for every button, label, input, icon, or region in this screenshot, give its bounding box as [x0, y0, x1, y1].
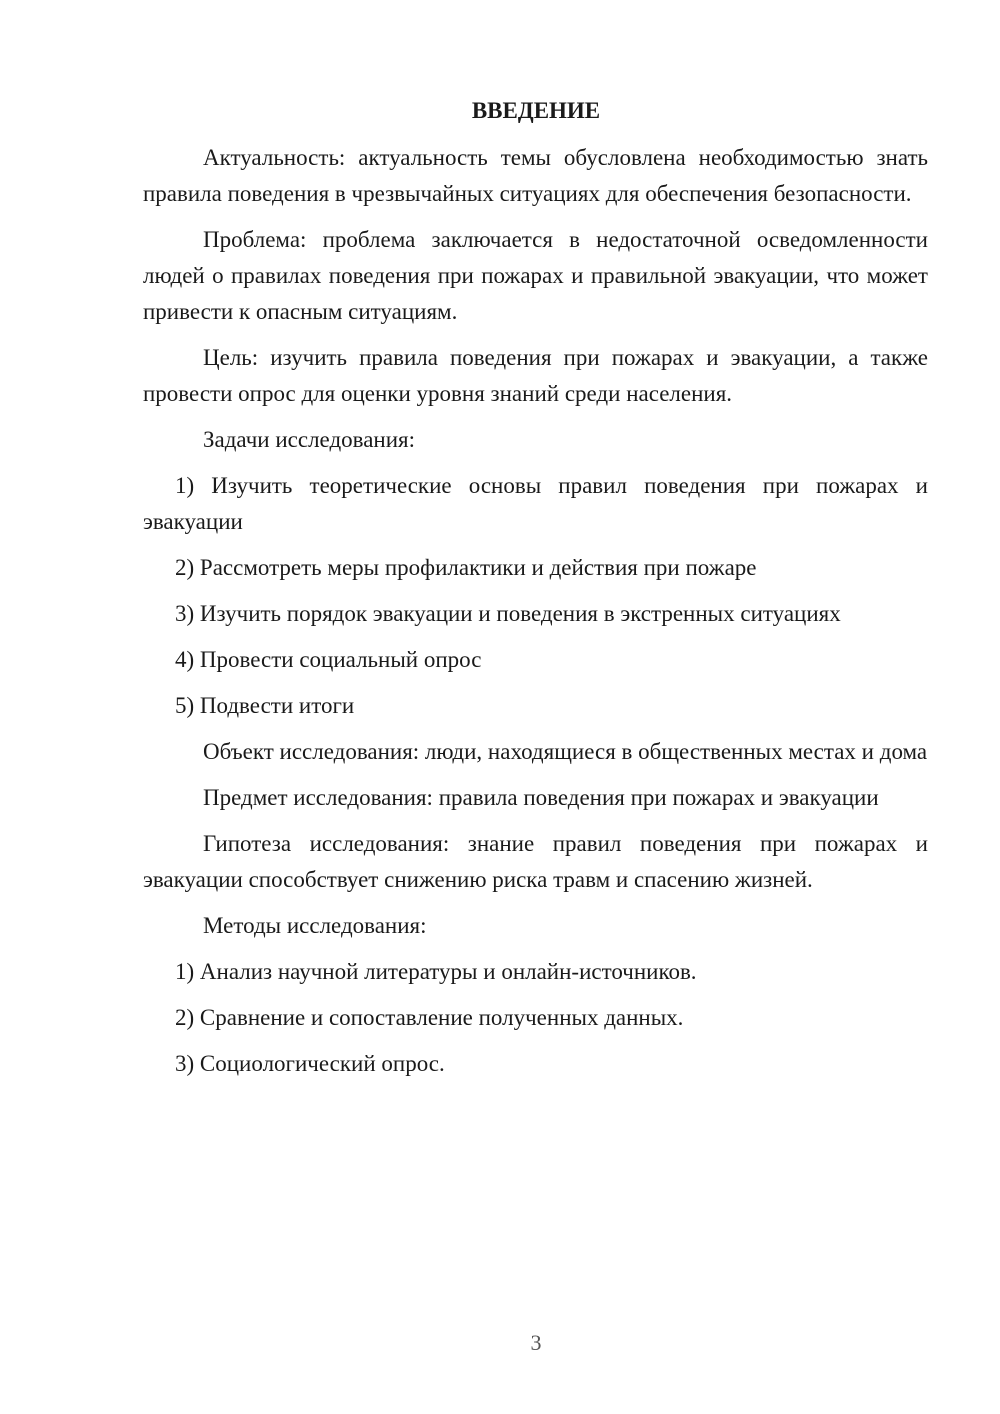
paragraph-problem: Проблема: проблема заключается в недостаточной осведомленности людей о правилах поведения при пожарах и правильной эвакуации, что может привести к опасным ситуациям.	[143, 227, 928, 324]
paragraph-goal: Цель: изучить правила поведения при пожарах и эвакуации, а также провести опрос для оценки уровня знаний среди населения.	[143, 345, 928, 406]
task-item-3: 3) Изучить порядок эвакуации и поведения в экстренных ситуациях	[175, 601, 841, 626]
paragraph-methods-heading: Методы исследования:	[203, 913, 427, 938]
page-title: ВВЕДЕНИЕ	[471, 98, 601, 123]
task-item-5: 5) Подвести итоги	[175, 693, 355, 718]
task-item-4: 4) Провести социальный опрос	[175, 647, 482, 672]
paragraph-tasks-heading: Задачи исследования:	[203, 427, 416, 452]
method-item-3: 3) Социологический опрос.	[175, 1051, 445, 1076]
paragraph-subject: Предмет исследования: правила поведения при пожарах и эвакуации	[203, 785, 879, 810]
method-item-1: 1) Анализ научной литературы и онлайн-источников.	[175, 959, 697, 984]
paragraph-object: Объект исследования: люди, находящиеся в общественных местах и дома	[203, 739, 928, 764]
task-item-2: 2) Рассмотреть меры профилактики и действия при пожаре	[175, 555, 757, 580]
paragraph-hypothesis: Гипотеза исследования: знание правил поведения при пожарах и эвакуации способствует снижению риска травм и спасению жизней.	[143, 831, 928, 892]
task-item-1: 1) Изучить теоретические основы правил поведения при пожарах и эвакуации	[143, 473, 928, 534]
page-number: 3	[530, 1330, 542, 1355]
document-body	[143, 140, 928, 1092]
method-item-2: 2) Сравнение и сопоставление полученных данных.	[175, 1005, 684, 1030]
paragraph-relevance: Актуальность: актуальность темы обусловлена необходимостью знать правила поведения в чрезвычайных ситуациях для обеспечения безопасности.	[143, 145, 928, 206]
